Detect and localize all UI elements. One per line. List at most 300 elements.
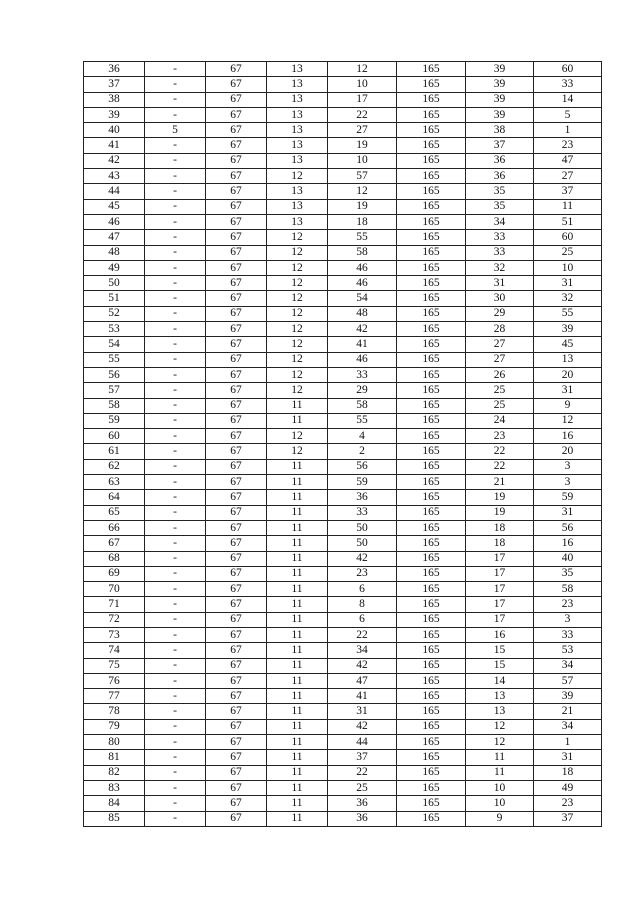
table-cell: 3 — [534, 475, 602, 490]
table-row — [84, 689, 602, 704]
table-row — [84, 475, 602, 490]
table-cell: 56 — [328, 459, 397, 474]
table-cell: 16 — [466, 627, 534, 642]
table-cell: 51 — [84, 291, 145, 306]
table-cell: 34 — [534, 658, 602, 673]
table-row — [84, 123, 602, 138]
table-row — [84, 322, 602, 337]
table-cell: - — [145, 306, 206, 321]
table-body — [84, 62, 602, 827]
table-cell: 39 — [466, 92, 534, 107]
table-cell: 39 — [466, 107, 534, 122]
table-cell: 165 — [397, 566, 466, 581]
table-row — [84, 673, 602, 688]
table-cell: 22 — [466, 459, 534, 474]
table-cell: - — [145, 291, 206, 306]
table-cell: 34 — [534, 719, 602, 734]
table-cell: 50 — [328, 536, 397, 551]
table-cell: 165 — [397, 505, 466, 520]
table-cell: 35 — [534, 566, 602, 581]
table-cell: 5 — [145, 123, 206, 138]
table-cell: 12 — [466, 735, 534, 750]
table-cell: 165 — [397, 536, 466, 551]
table-cell: - — [145, 107, 206, 122]
table-cell: 165 — [397, 169, 466, 184]
table-row — [84, 62, 602, 77]
table-row — [84, 520, 602, 535]
table-cell: 67 — [206, 138, 267, 153]
table-cell: 55 — [534, 306, 602, 321]
table-cell: 11 — [267, 689, 328, 704]
table-row — [84, 260, 602, 275]
table-cell: 36 — [328, 490, 397, 505]
table-cell: - — [145, 505, 206, 520]
table-cell: 13 — [466, 689, 534, 704]
table-cell: 61 — [84, 444, 145, 459]
table-cell: 59 — [84, 413, 145, 428]
table-cell: 36 — [328, 811, 397, 826]
table-cell: 67 — [206, 719, 267, 734]
table-cell: 12 — [328, 62, 397, 77]
table-row — [84, 444, 602, 459]
table-cell: 11 — [267, 475, 328, 490]
table-cell: 11 — [267, 413, 328, 428]
table-cell: 31 — [534, 276, 602, 291]
table-cell: 21 — [466, 475, 534, 490]
table-cell: 6 — [328, 612, 397, 627]
table-cell: 25 — [466, 398, 534, 413]
table-cell: 85 — [84, 811, 145, 826]
table-cell: 165 — [397, 735, 466, 750]
table-cell: 32 — [466, 260, 534, 275]
table-cell: 20 — [534, 444, 602, 459]
table-cell: 13 — [267, 62, 328, 77]
table-cell: 49 — [534, 780, 602, 795]
table-cell: 67 — [206, 780, 267, 795]
table-row — [84, 337, 602, 352]
table-cell: 42 — [328, 658, 397, 673]
table-cell: 11 — [267, 505, 328, 520]
table-cell: 11 — [267, 490, 328, 505]
table-row — [84, 230, 602, 245]
table-cell: 165 — [397, 780, 466, 795]
table-cell: 47 — [84, 230, 145, 245]
table-cell: 45 — [84, 199, 145, 214]
table-cell: 11 — [466, 765, 534, 780]
table-row — [84, 413, 602, 428]
table-cell: 12 — [267, 245, 328, 260]
table-cell: 11 — [267, 673, 328, 688]
table-cell: 11 — [267, 551, 328, 566]
table-cell: 84 — [84, 796, 145, 811]
table-cell: 68 — [84, 551, 145, 566]
table-cell: 165 — [397, 337, 466, 352]
table-cell: 39 — [84, 107, 145, 122]
table-cell: 69 — [84, 566, 145, 581]
table-cell: 67 — [206, 184, 267, 199]
table-row — [84, 796, 602, 811]
table-cell: - — [145, 230, 206, 245]
table-row — [84, 169, 602, 184]
table-cell: 67 — [206, 750, 267, 765]
table-cell: 165 — [397, 413, 466, 428]
table-cell: 33 — [534, 77, 602, 92]
table-cell: - — [145, 796, 206, 811]
table-cell: 2 — [328, 444, 397, 459]
table-cell: 41 — [328, 337, 397, 352]
table-cell: 165 — [397, 322, 466, 337]
table-cell: 67 — [206, 658, 267, 673]
table-cell: 67 — [206, 429, 267, 444]
table-cell: 11 — [267, 658, 328, 673]
table-row — [84, 77, 602, 92]
table-cell: 82 — [84, 765, 145, 780]
table-cell: 10 — [534, 260, 602, 275]
table-cell: 165 — [397, 107, 466, 122]
table-cell: 67 — [206, 689, 267, 704]
table-row — [84, 459, 602, 474]
table-cell: 39 — [466, 62, 534, 77]
table-cell: 67 — [206, 153, 267, 168]
table-cell: 75 — [84, 658, 145, 673]
table-cell: 21 — [534, 704, 602, 719]
table-cell: - — [145, 520, 206, 535]
table-cell: 78 — [84, 704, 145, 719]
table-cell: - — [145, 597, 206, 612]
table-cell: - — [145, 735, 206, 750]
table-cell: 165 — [397, 459, 466, 474]
table-cell: 25 — [328, 780, 397, 795]
table-cell: - — [145, 352, 206, 367]
table-cell: 23 — [534, 138, 602, 153]
table-cell: - — [145, 276, 206, 291]
table-cell: 57 — [84, 383, 145, 398]
table-row — [84, 276, 602, 291]
table-cell: 11 — [267, 735, 328, 750]
table-cell: 165 — [397, 291, 466, 306]
table-cell: 67 — [206, 62, 267, 77]
table-row — [84, 505, 602, 520]
table-cell: 80 — [84, 735, 145, 750]
table-cell: 46 — [328, 260, 397, 275]
table-cell: 67 — [206, 551, 267, 566]
table-cell: 11 — [267, 750, 328, 765]
table-cell: 46 — [328, 276, 397, 291]
table-cell: 39 — [534, 689, 602, 704]
table-cell: 37 — [466, 138, 534, 153]
table-row — [84, 490, 602, 505]
table-cell: 67 — [206, 322, 267, 337]
table-cell: - — [145, 214, 206, 229]
table-cell: 25 — [466, 383, 534, 398]
table-row — [84, 214, 602, 229]
table-cell: 55 — [84, 352, 145, 367]
table-cell: 13 — [267, 107, 328, 122]
table-cell: 67 — [206, 291, 267, 306]
table-cell: 46 — [84, 214, 145, 229]
table-cell: 165 — [397, 199, 466, 214]
table-row — [84, 367, 602, 382]
table-cell: 12 — [267, 383, 328, 398]
table-cell: 19 — [328, 138, 397, 153]
table-cell: 30 — [466, 291, 534, 306]
table-cell: 12 — [534, 413, 602, 428]
table-cell: 3 — [534, 612, 602, 627]
table-cell: 15 — [466, 643, 534, 658]
table-cell: 11 — [267, 612, 328, 627]
table-cell: 57 — [534, 673, 602, 688]
table-cell: 12 — [267, 169, 328, 184]
table-row — [84, 735, 602, 750]
table-cell: 54 — [84, 337, 145, 352]
table-cell: 12 — [267, 306, 328, 321]
table-cell: 41 — [84, 138, 145, 153]
table-cell: 56 — [84, 367, 145, 382]
table-cell: 18 — [466, 536, 534, 551]
table-cell: 37 — [534, 184, 602, 199]
table-row — [84, 107, 602, 122]
table-cell: 11 — [267, 643, 328, 658]
table-cell: - — [145, 811, 206, 826]
table-cell: - — [145, 429, 206, 444]
table-row — [84, 582, 602, 597]
table-cell: - — [145, 153, 206, 168]
table-cell: 32 — [534, 291, 602, 306]
table-cell: 3 — [534, 459, 602, 474]
table-cell: 81 — [84, 750, 145, 765]
table-cell: 12 — [267, 322, 328, 337]
table-cell: 165 — [397, 276, 466, 291]
table-row — [84, 383, 602, 398]
table-cell: 51 — [534, 214, 602, 229]
table-row — [84, 566, 602, 581]
table-cell: 65 — [84, 505, 145, 520]
table-cell: 27 — [534, 169, 602, 184]
table-cell: 29 — [466, 306, 534, 321]
table-cell: 165 — [397, 719, 466, 734]
table-cell: 165 — [397, 704, 466, 719]
table-cell: 67 — [206, 260, 267, 275]
table-cell: 11 — [267, 398, 328, 413]
table-cell: 165 — [397, 811, 466, 826]
table-cell: - — [145, 322, 206, 337]
table-cell: 67 — [206, 673, 267, 688]
table-cell: - — [145, 536, 206, 551]
table-cell: - — [145, 77, 206, 92]
table-cell: 165 — [397, 597, 466, 612]
table-cell: 67 — [206, 505, 267, 520]
table-cell: 8 — [328, 597, 397, 612]
table-cell: 36 — [84, 62, 145, 77]
table-cell: 165 — [397, 643, 466, 658]
table-cell: 60 — [534, 230, 602, 245]
table-cell: 38 — [466, 123, 534, 138]
table-cell: 27 — [328, 123, 397, 138]
table-cell: 165 — [397, 582, 466, 597]
table-cell: 20 — [534, 367, 602, 382]
table-cell: 67 — [206, 597, 267, 612]
table-cell: 13 — [534, 352, 602, 367]
table-cell: 165 — [397, 260, 466, 275]
table-cell: 49 — [84, 260, 145, 275]
table-cell: 165 — [397, 689, 466, 704]
table-cell: 17 — [328, 92, 397, 107]
table-cell: 31 — [534, 750, 602, 765]
table-cell: 12 — [466, 719, 534, 734]
table-cell: 6 — [328, 582, 397, 597]
table-cell: 58 — [534, 582, 602, 597]
table-cell: 72 — [84, 612, 145, 627]
table-cell: - — [145, 444, 206, 459]
table-cell: 55 — [328, 230, 397, 245]
table-cell: 71 — [84, 597, 145, 612]
table-cell: 23 — [534, 796, 602, 811]
table-cell: 165 — [397, 520, 466, 535]
table-cell: 11 — [267, 719, 328, 734]
table-cell: 13 — [267, 199, 328, 214]
table-cell: 67 — [206, 520, 267, 535]
table-cell: 165 — [397, 627, 466, 642]
table-cell: 9 — [534, 398, 602, 413]
table-cell: 44 — [84, 184, 145, 199]
table-cell: 47 — [328, 673, 397, 688]
table-cell: 165 — [397, 490, 466, 505]
table-cell: - — [145, 413, 206, 428]
table-cell: 14 — [534, 92, 602, 107]
table-cell: - — [145, 475, 206, 490]
table-row — [84, 429, 602, 444]
table-cell: 165 — [397, 429, 466, 444]
table-cell: 10 — [466, 780, 534, 795]
table-cell: 67 — [84, 536, 145, 551]
table-row — [84, 199, 602, 214]
table-cell: 19 — [466, 490, 534, 505]
table-cell: 40 — [534, 551, 602, 566]
table-cell: 16 — [534, 429, 602, 444]
table-cell: 11 — [267, 597, 328, 612]
table-cell: 67 — [206, 811, 267, 826]
table-cell: - — [145, 260, 206, 275]
table-cell: 67 — [206, 627, 267, 642]
table-row — [84, 750, 602, 765]
table-cell: 53 — [84, 322, 145, 337]
table-cell: 67 — [206, 169, 267, 184]
table-cell: 52 — [84, 306, 145, 321]
table-cell: 15 — [466, 658, 534, 673]
table-cell: 73 — [84, 627, 145, 642]
table-cell: 62 — [84, 459, 145, 474]
table-cell: 67 — [206, 704, 267, 719]
table-cell: 11 — [534, 199, 602, 214]
table-cell: 67 — [206, 796, 267, 811]
table-row — [84, 291, 602, 306]
table-cell: 63 — [84, 475, 145, 490]
table-cell: 42 — [328, 551, 397, 566]
table-cell: 165 — [397, 750, 466, 765]
table-cell: - — [145, 138, 206, 153]
table-cell: 12 — [267, 367, 328, 382]
table-row — [84, 597, 602, 612]
table-cell: 4 — [328, 429, 397, 444]
table-cell: - — [145, 199, 206, 214]
table-cell: 12 — [267, 276, 328, 291]
table-cell: 33 — [328, 367, 397, 382]
table-cell: - — [145, 184, 206, 199]
table-cell: 67 — [206, 536, 267, 551]
table-cell: 12 — [267, 429, 328, 444]
table-cell: 12 — [267, 337, 328, 352]
table-cell: 17 — [466, 597, 534, 612]
table-cell: 11 — [267, 520, 328, 535]
table-cell: 22 — [328, 107, 397, 122]
table-cell: 67 — [206, 123, 267, 138]
table-cell: 67 — [206, 199, 267, 214]
table-cell: 67 — [206, 367, 267, 382]
table-cell: 60 — [84, 429, 145, 444]
table-cell: 67 — [206, 612, 267, 627]
table-cell: 41 — [328, 689, 397, 704]
table-cell: - — [145, 582, 206, 597]
table-cell: 17 — [466, 612, 534, 627]
table-cell: 17 — [466, 582, 534, 597]
table-cell: 165 — [397, 765, 466, 780]
table-cell: 31 — [534, 383, 602, 398]
table-cell: 23 — [466, 429, 534, 444]
data-table — [83, 61, 602, 827]
table-cell: 50 — [328, 520, 397, 535]
table-cell: - — [145, 62, 206, 77]
table-cell: 35 — [466, 199, 534, 214]
table-cell: 13 — [267, 138, 328, 153]
table-row — [84, 780, 602, 795]
table-cell: 58 — [84, 398, 145, 413]
table-cell: 11 — [267, 765, 328, 780]
table-row — [84, 306, 602, 321]
table-row — [84, 536, 602, 551]
table-cell: 53 — [534, 643, 602, 658]
table-cell: 79 — [84, 719, 145, 734]
table-row — [84, 627, 602, 642]
table-cell: 38 — [84, 92, 145, 107]
table-cell: 33 — [466, 245, 534, 260]
table-cell: 67 — [206, 383, 267, 398]
table-cell: 36 — [466, 153, 534, 168]
table-cell: 25 — [534, 245, 602, 260]
table-cell: 83 — [84, 780, 145, 795]
table-cell: 13 — [267, 214, 328, 229]
table-cell: 48 — [84, 245, 145, 260]
table-cell: 36 — [328, 796, 397, 811]
table-cell: 46 — [328, 352, 397, 367]
table-cell: 67 — [206, 444, 267, 459]
table-cell: 165 — [397, 245, 466, 260]
table-cell: 17 — [466, 566, 534, 581]
table-cell: 45 — [534, 337, 602, 352]
table-row — [84, 184, 602, 199]
table-cell: 5 — [534, 107, 602, 122]
table-row — [84, 551, 602, 566]
table-row — [84, 811, 602, 826]
table-cell: 11 — [267, 536, 328, 551]
table-cell: 43 — [84, 169, 145, 184]
table-cell: 165 — [397, 551, 466, 566]
table-cell: 11 — [267, 582, 328, 597]
table-cell: 67 — [206, 306, 267, 321]
table-cell: 42 — [328, 322, 397, 337]
table-cell: 67 — [206, 459, 267, 474]
table-cell: 12 — [267, 291, 328, 306]
table-cell: - — [145, 566, 206, 581]
